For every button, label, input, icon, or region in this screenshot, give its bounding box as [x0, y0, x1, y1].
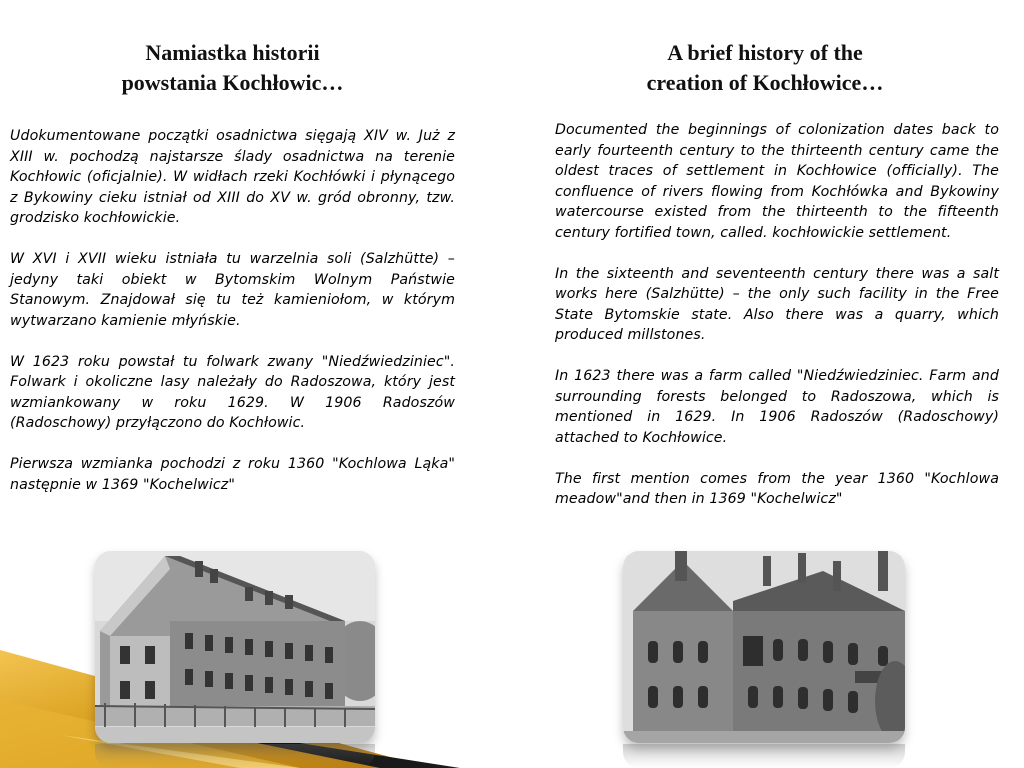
english-body [555, 120, 999, 510]
english-column [555, 38, 999, 530]
english-paragraph-4: The first mention comes from the year 1360 "Kochlowa meadow"and then in 1369 "Kochelwicz" [555, 470, 999, 507]
polish-title [10, 38, 455, 98]
polish-paragraph-3: W 1623 roku powstał tu folwark zwany "Niedźwiedziniec". Folwark i okoliczne lasy należały do Radoszowa, który jest wzmiankowany w roku 1629. W 1906 Radoszów (Radoschowy) przyłączono do Kochłowic. [10, 353, 455, 431]
english-title-line-1: A brief history of the [667, 40, 863, 65]
photo-reflection-left [95, 744, 375, 768]
polish-title-line-2: powstania Kochłowic… [121, 70, 344, 95]
historic-building-photo-left [95, 551, 375, 743]
english-title-line-2: creation of Kochłowice… [646, 70, 884, 95]
english-paragraph-3: In 1623 there was a farm called "Niedźwiedziniec. Farm and surrounding forests belonged to Radoszowa, which is mentioned in 1629. In 1906 Radoszów (Radoschowy) attached to Kochłowice. [555, 368, 999, 446]
polish-column [10, 38, 455, 516]
photo-reflection-right [623, 744, 905, 768]
english-title [555, 38, 975, 98]
polish-paragraph-1: Udokumentowane początki osadnictwa sięgają XIV w. Już z XIII w. pochodzą najstarsze ślady osadnictwa na terenie Kochłowic (oficjalnie). W widłach rzeki Kochłówki i płynącego z Bykowiny cieku istniał od XIII do XV w. gród obronny, tzw. grodzisko kochłowickie. [10, 128, 455, 226]
historic-building-photo-right [623, 551, 905, 743]
polish-paragraph-4: Pierwsza wzmianka pochodzi z roku 1360 "Kochlowa Ląka" następnie w 1369 "Kochelwicz" [10, 456, 455, 493]
polish-title-line-1: Namiastka historii [145, 40, 320, 65]
polish-body [10, 126, 455, 495]
english-paragraph-1: Documented the beginnings of colonization dates back to early fourteenth century to the thirteenth century came the oldest traces of settlement in Kochłowice (officially). The confluence of rivers flowing from Kochłówka and Bykowiny watercourse existed from the thirteenth to the fifteenth century fortified town, called. kochłowickie settlement. [555, 122, 999, 241]
english-paragraph-2: In the sixteenth and seventeenth century there was a salt works here (Salzhütte) – the only such facility in the Free State Bytomskie state. Also there was a quarry, which produced millstones. [555, 265, 999, 343]
polish-paragraph-2: W XVI i XVII wieku istniała tu warzelnia soli (Salzhütte) – jedyny taki obiekt w Bytomskim Wolnym Państwie Stanowym. Znajdował się tu też kamieniołom, w którym wytwarzano kamienie młyńskie. [10, 251, 455, 329]
